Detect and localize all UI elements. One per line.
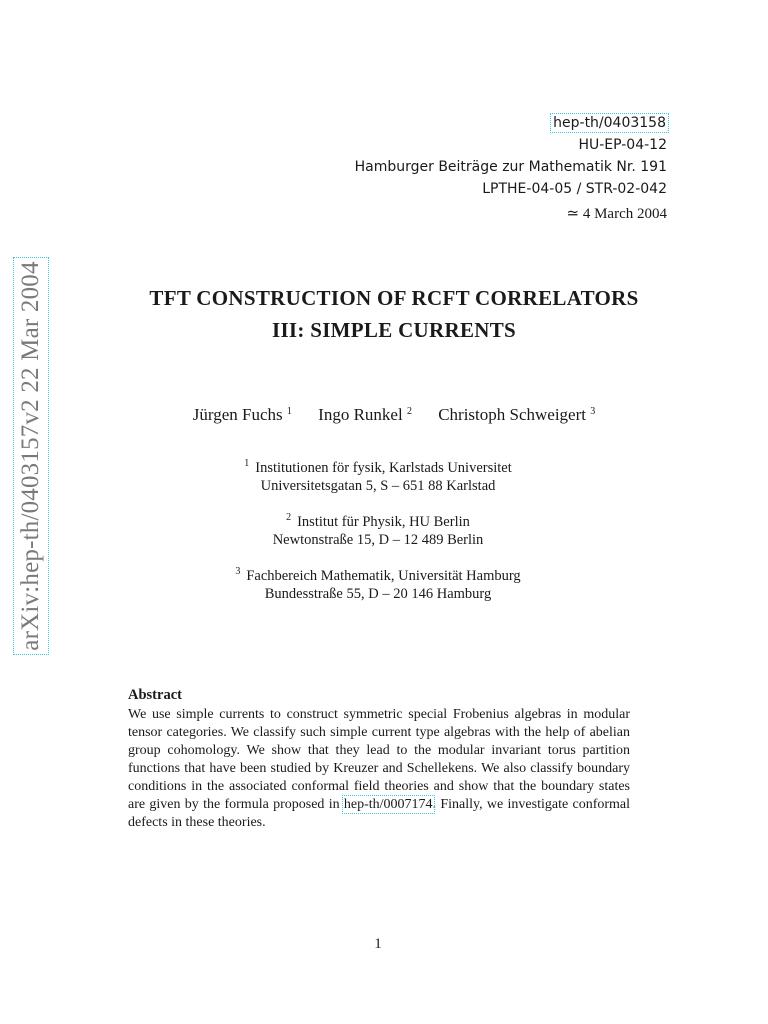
title-line-2: III: SIMPLE CURRENTS xyxy=(271,318,517,342)
affiliation-mark: 3 xyxy=(235,566,241,577)
abstract-body: We use simple currents to construct symmetric special Frobenius algebras in modular tensor categories. We classify such simple current type algebras with the help of abelian group cohomology. We show that they lead to the modular invariant torus partition functions that have been studied by Kreuzer and Schellekens. We also classify boundary conditions in the associated conformal field theories and show that the boundary states are given by the formula proposed in hep-th/0007174. Finally, we investigate conformal defects in these theories. xyxy=(128,707,631,830)
page-number: 1 xyxy=(374,936,382,952)
author: Jürgen Fuchs $^1$ xyxy=(192,405,292,424)
author: Ingo Runkel $^2$ xyxy=(318,405,412,424)
author-list xyxy=(60,405,728,425)
report-number-lpthe: LPTHE-04-05 / STR-02-042 xyxy=(482,181,667,197)
affiliation-mark: 2 xyxy=(286,512,292,523)
reference-link[interactable]: hep-th/0007174 xyxy=(343,797,433,812)
report-number-hamburg: Hamburger Beiträge zur Mathematik Nr. 191 xyxy=(354,159,667,175)
author: Christoph Schweigert $^3$ xyxy=(438,405,596,424)
paper-title xyxy=(60,282,728,346)
arxiv-id-link[interactable]: hep-th/0403158 xyxy=(553,115,666,131)
abstract-heading: Abstract xyxy=(128,687,182,703)
affiliation: $^1$ Institutionen för fysik, Karlstads Universitet Universitetsgatan 5, S – 651 88 Karlstad xyxy=(244,458,512,494)
author-mark: 3 xyxy=(590,406,596,417)
affiliation-mark: 1 xyxy=(244,458,250,469)
author-mark: 2 xyxy=(406,406,412,417)
title-line-1: TFT CONSTRUCTION OF RCFT CORRELATORS xyxy=(149,286,639,310)
affiliation: $^3$ Fachbereich Mathematik, Universität Hamburg Bundesstraße 55, D – 20 146 Hamburg xyxy=(235,566,521,602)
affiliation: $^2$ Institut für Physik, HU Berlin Newtonstraße 15, D – 12 489 Berlin xyxy=(272,512,484,548)
arxiv-stamp-link[interactable] xyxy=(14,258,48,654)
report-number-hu: HU-EP-04-12 xyxy=(578,137,667,153)
report-numbers xyxy=(355,112,667,225)
paper-date: ≃ 4 March 2004 xyxy=(566,206,667,222)
arxiv-stamp-text: arXiv:hep-th/0403157v2 22 Mar 2004 xyxy=(17,261,44,651)
author-mark: 1 xyxy=(286,406,292,417)
abstract xyxy=(128,686,630,832)
